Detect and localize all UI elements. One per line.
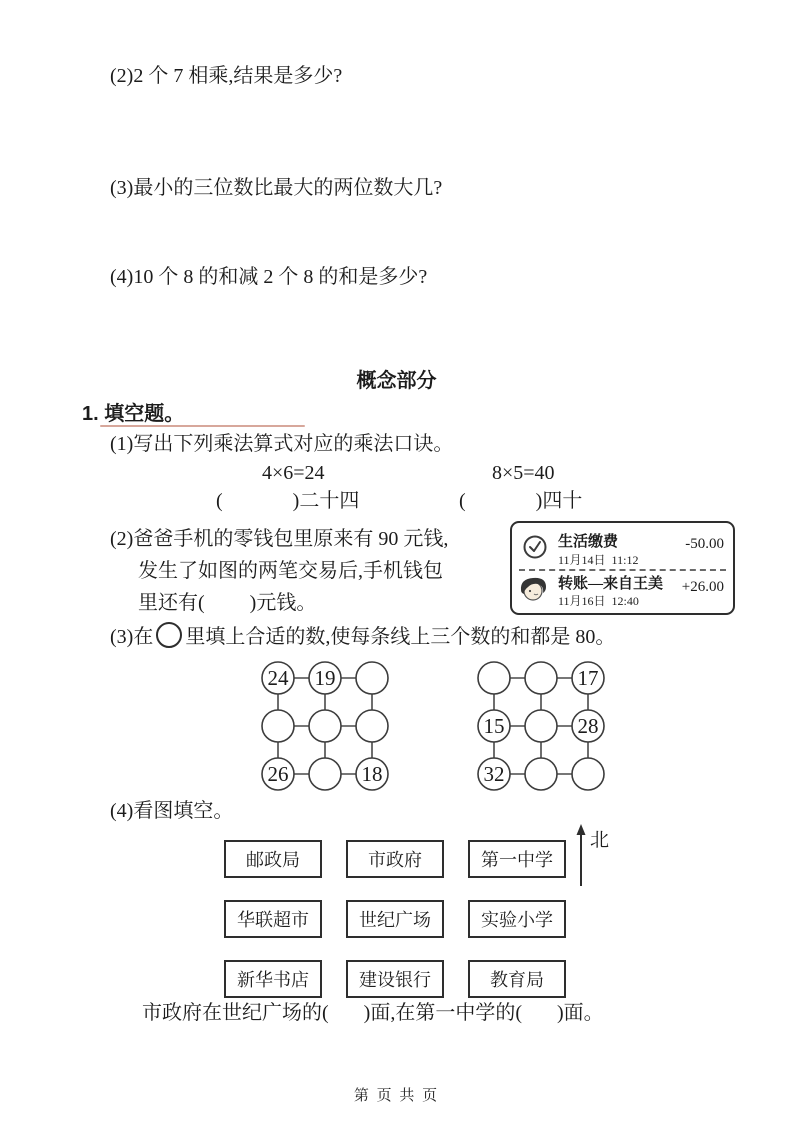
item3-prompt-prefix: (3)在 <box>110 626 154 648</box>
puzzle-circle-value: 24 <box>267 666 289 690</box>
item2-line3: 里还有( )元钱。 <box>138 592 317 614</box>
building-box-century-square: 世纪广场 <box>346 900 444 938</box>
transaction-2-amount: +26.00 <box>681 579 724 595</box>
question-2-text: (2)2 个 7 相乘,结果是多少? <box>110 65 343 87</box>
clock-check-icon <box>522 534 548 560</box>
puzzle-circle-value: 28 <box>577 714 599 738</box>
building-box-hualian-supermarket: 华联超市 <box>224 900 322 938</box>
transaction-1-date: 11月14日 11:12 <box>558 553 639 567</box>
item1-prompt: (1)写出下列乘法算式对应的乘法口诀。 <box>110 433 454 455</box>
red-underline <box>100 425 305 427</box>
item4-prompt: (4)看图填空。 <box>110 800 234 822</box>
building-box-city-hall: 市政府 <box>346 840 444 878</box>
puzzle-circle-value: 32 <box>483 762 505 786</box>
puzzle-circle-value: 18 <box>361 762 383 786</box>
building-box-education-bureau: 教育局 <box>468 960 566 998</box>
item1-hint-blank-1: ( )二十四 <box>216 490 360 512</box>
section-title: 概念部分 <box>356 370 437 392</box>
item3-prompt-suffix: 里填上合适的数,使每条线上三个数的和都是 80。 <box>185 626 616 648</box>
item1-equation-2: 8×5=40 <box>492 462 555 484</box>
item1-equation-1: 4×6=24 <box>262 462 325 484</box>
number-grid-1 <box>212 655 394 797</box>
blank-circle-icon <box>156 622 182 648</box>
transaction-1-amount: -50.00 <box>685 536 724 552</box>
question-3-text: (3)最小的三位数比最大的两位数大几? <box>110 177 443 199</box>
item1-hint-blank-2: ( )四十 <box>459 490 583 512</box>
item2-line1: (2)爸爸手机的零钱包里原来有 90 元钱, <box>110 528 449 550</box>
question-1-heading: 1. 填空题。 <box>82 403 185 425</box>
item3-prompt <box>110 622 615 650</box>
page-footer: 第 页 共 页 <box>353 1088 440 1104</box>
transaction-2-date: 11月16日 12:40 <box>558 594 639 608</box>
item2-line2: 发生了如图的两笔交易后,手机钱包 <box>138 560 443 582</box>
building-box-first-middle-school: 第一中学 <box>468 840 566 878</box>
north-arrow-icon <box>572 822 618 890</box>
building-box-xinhua-bookstore: 新华书店 <box>224 960 322 998</box>
receipt-divider <box>519 569 726 571</box>
transaction-receipt-card <box>510 521 735 615</box>
puzzle-circle-value: 19 <box>314 666 336 690</box>
puzzle-circle-value: 26 <box>267 762 289 786</box>
puzzle-circle-value: 17 <box>577 666 599 690</box>
person-avatar-icon <box>518 574 550 604</box>
building-box-experimental-primary-school: 实验小学 <box>468 900 566 938</box>
building-box-construction-bank: 建设银行 <box>346 960 444 998</box>
north-label: 北 <box>590 830 610 851</box>
transaction-2-title: 转账—来自王美 <box>558 576 664 592</box>
question-4-text: (4)10 个 8 的和减 2 个 8 的和是多少? <box>110 266 428 288</box>
puzzle-circle-value: 15 <box>483 714 505 738</box>
item4-question: 市政府在世纪广场的( )面,在第一中学的( )面。 <box>142 1002 604 1024</box>
transaction-1-title: 生活缴费 <box>558 534 619 550</box>
number-grid-2 <box>428 655 610 797</box>
building-box-post-office: 邮政局 <box>224 840 322 878</box>
